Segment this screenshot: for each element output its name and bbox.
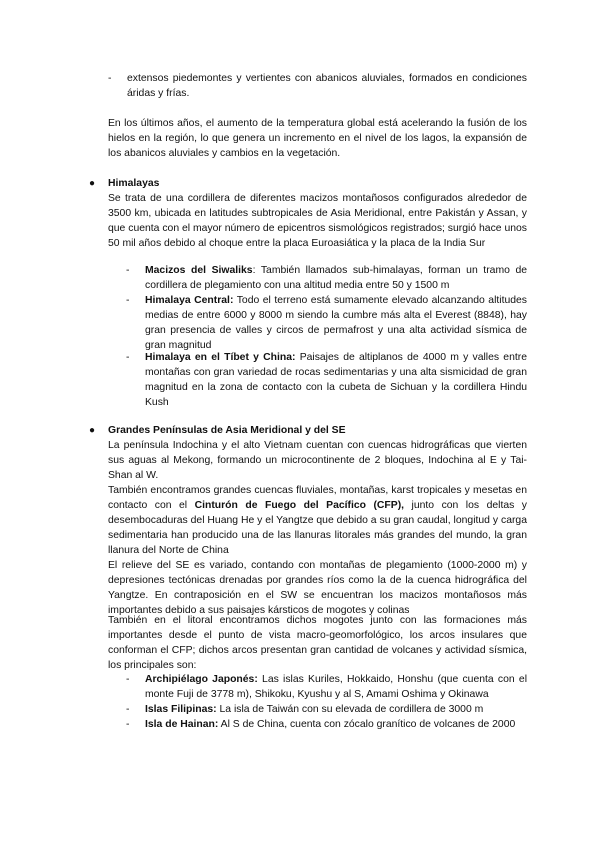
list-item-title: Himalaya en el Tíbet y China: [145,352,296,363]
list-item-title: Macizos del Siwaliks [145,265,253,276]
list-item-text: La isla de Taiwán con su elevada de cordillera de 3000 m [216,704,484,715]
heading-text: Grandes Penínsulas de Asia Meridional y del SE [108,425,346,436]
paragraph-bold-cfp: Cinturón de Fuego del Pacífico (CFP), [194,500,405,511]
paragraph-litoral: También en el litoral encontramos dichos mogotes junto con las formaciones más importantes desde el punto de vista macro-geomorfológico, los arcos insulares que conforman el CFP; dichos arcos presentan gran cantidad de volcanes y actividad sísmica, los principales son: [108,615,527,671]
heading-text: Himalayas [108,178,160,189]
list-item-text: : También llamados sub-himalayas, forman un tramo de cordillera de plegamiento con una altitud media entre 50 y 1500 m [145,265,527,291]
list-item-title: Islas Filipinas: [145,704,217,715]
list-item-islas-filipinas [126,702,527,717]
paragraph-relieve-se: El relieve del SE es variado, contando con montañas de plegamiento (1000-2000 m) y depresiones tectónicas drenadas por grandes ríos como la de la cuenca hidrográfica del Yangtze. En contraposición en el SW se encuentran los macizos montañosos más importantes debido a sus paisajes kársticos de mogotes y colinas [108,560,527,616]
dash-marker: - [126,674,130,685]
list-item-title: Archipiélago Japonés: [145,674,258,685]
bullet-icon: ● [89,178,96,189]
section-heading-himalayas [89,176,529,191]
dash-marker: - [126,265,130,276]
list-item-text: Todo el terreno está sumamente elevado alcanzando altitudes medias de entre 6000 y 8000 m siendo la cumbre más alta el Everest (8848), hay gran presencia de valles y circos de permafrost y una alta actividad sísmica de gran magnitud [145,295,528,351]
paragraph-text: También encontramos grandes cuencas fluviales, montañas, karst tropicales y mesetas en contacto con el [108,485,527,511]
paragraph-text: junto con los deltas y desembocaduras del Huang He y el Yangtze que debido a su gran caudal, longitud y carga sedimentaria han producido una de las llanuras litorales más grandes del mundo, la gran llanura del Norte de China [108,500,527,556]
paragraph-climate: En los últimos años, el aumento de la temperatura global está acelerando la fusión de los hielos en la región, lo que genera un incremento en el nivel de los lagos, la expansión de los abanicos aluviales y cambios en la vegetación. [108,118,527,159]
list-item-text: extensos piedemontes y vertientes con abanicos aluviales, formados en condiciones áridas y frías. [127,73,527,99]
list-item-text: Paisajes de altiplanos de 4000 m y valles entre montañas con gran variedad de rocas sedimentarias y una alta sismicidad de gran magnitud en la zona de contacto con la cubeta de Sichuan y la cordillera Hindu Kush [145,352,527,408]
paragraph-indochina: La península Indochina y el alto Vietnam cuentan con cuencas hidrográficas que vierten sus aguas al Mekong, formando un microcontinente de 2 bloques, Indochina al E y Tai-Shan al W. [108,440,527,481]
bullet-icon: ● [89,425,96,436]
list-item-archipielago-japones [126,672,527,702]
list-item-text: Las islas Kuriles, Hokkaido, Honshu (que cuenta con el monte Fuji de 3778 m), Shikoku, Kyushu y al S, Amami Oshima y Okinawa [145,674,527,700]
list-item-piedemontes [108,71,527,101]
list-item-title: Himalaya Central: [145,295,234,306]
dash-marker: - [126,295,130,306]
dash-marker: - [108,73,112,84]
list-item-himalaya-central [126,293,528,353]
list-item-title: Isla de Hainan: [145,719,219,730]
paragraph-cuencas [108,483,527,558]
paragraph-himalayas-intro: Se trata de una cordillera de diferentes macizos montañosos configurados alrededor de 3500 km, ubicada en latitudes subtropicales de Asia Meridional, entre Pakistán y Assan, y que cuenta con el mayor número de epicentros sismológicos registrados; surgió hace unos 50 mil años debido al choque entre la placa Euroasiática y la placa de la India Sur [108,193,527,249]
section-heading-grandes-peninsulas [89,423,529,438]
dash-marker: - [126,352,130,363]
dash-marker: - [126,719,130,730]
list-item-text: Al S de China, cuenta con zócalo granítico de volcanes de 2000 [218,719,516,730]
dash-marker: - [126,704,130,715]
list-item-siwaliks [126,263,527,293]
list-item-isla-hainan [126,717,527,732]
list-item-himalaya-tibet [126,350,527,410]
